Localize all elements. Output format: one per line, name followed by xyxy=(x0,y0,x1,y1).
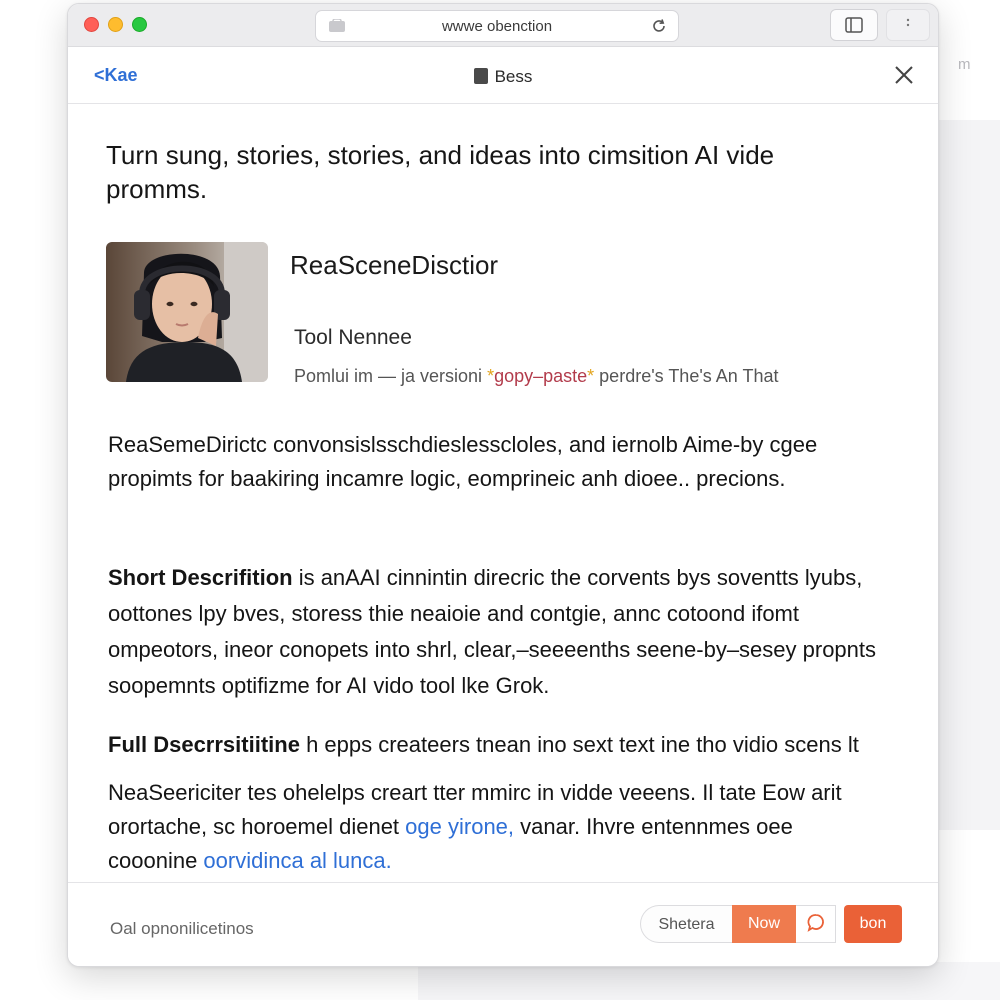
back-chevron-icon: < xyxy=(94,65,105,85)
url-text: wwwe obenction xyxy=(441,18,553,35)
sidebar-toggle-button[interactable] xyxy=(830,9,878,41)
background-footer-strip xyxy=(418,962,1000,1000)
reload-icon[interactable] xyxy=(650,17,668,40)
full-paragraph-link-1[interactable]: oge yirone, xyxy=(405,814,521,839)
full-description-paragraph xyxy=(108,776,888,878)
tagline-highlight: gopy–paste xyxy=(494,366,588,386)
short-description-text: is anAAI cinnintin direcric the corvents bys soventts lyubs, oottones lpy bves, storess thie neaioie and contgie, annc cotoond ifomt ompeotors, ineor conopets into shrl, clear,–seeeenths seene-by–sesey propnts soopemnts optifizme for AI vido tool lke Grok. xyxy=(108,565,877,698)
tool-tagline xyxy=(294,366,779,387)
now-button[interactable]: Now xyxy=(732,905,796,943)
close-icon[interactable] xyxy=(892,63,916,87)
tagline-star: * xyxy=(487,366,495,386)
tagline-suffix: perdre's The's An That xyxy=(594,366,779,386)
full-description-heading xyxy=(108,728,888,762)
full-description-text: h epps createers tnean ino sext text ine tho vidio scens lt xyxy=(299,732,859,757)
full-paragraph-mid: vanar. Ihvre entennmes oee cooonine xyxy=(108,814,793,873)
join-button[interactable]: bon xyxy=(844,905,902,943)
full-paragraph-text: NeaSeericiter tes ohelelps creart tter mmirc in vidde veeens. Il tate Eow arit orortache, sc horoemel dienet xyxy=(108,780,842,839)
tagline-prefix: Pomlui im — ja versioni xyxy=(294,366,488,386)
tool-subtitle: Tool Nennee xyxy=(294,326,412,349)
back-label: Kae xyxy=(104,65,138,85)
modal-title xyxy=(68,67,938,87)
more-button[interactable] xyxy=(886,9,930,41)
full-description-label: Full Dsecrrsitiitine xyxy=(108,732,300,757)
modal-footer xyxy=(68,882,938,967)
full-paragraph-link-2[interactable]: oorvidinca al lunca. xyxy=(203,848,392,873)
window-titlebar xyxy=(68,4,938,47)
modal-header xyxy=(68,47,938,104)
background-panel xyxy=(938,120,1000,830)
document-icon xyxy=(474,68,488,84)
footer-label: Oal opnonilicetinos xyxy=(110,919,254,938)
browser-window xyxy=(67,3,939,967)
address-bar[interactable] xyxy=(315,10,679,42)
sidebar-icon xyxy=(831,16,877,37)
intro-paragraph: ReaSemeDirictc convonsislsschdieslesscloles, and iernolb Aime-by cgee propimts for baakiring incamre logic, eomprineic anh dioee.. precions. xyxy=(108,432,818,491)
tool-avatar-photo xyxy=(106,242,268,382)
more-icon xyxy=(887,16,929,33)
minimize-window-button[interactable] xyxy=(108,17,123,32)
modal-title-text: Bess xyxy=(494,67,533,86)
close-window-button[interactable] xyxy=(84,17,99,32)
modal-content xyxy=(68,104,938,882)
tagline-star-2: * xyxy=(587,366,595,386)
tool-name: ReaSceneDisctior xyxy=(290,250,499,280)
background-mark: m xyxy=(958,56,971,73)
short-description-paragraph xyxy=(108,560,888,704)
chat-bubble-icon xyxy=(805,916,827,933)
zoom-window-button[interactable] xyxy=(132,17,147,32)
short-description-label: Short Descrifition xyxy=(108,565,293,590)
headline: Turn sung, stories, stories, and ideas into cimsition AI vide promms. xyxy=(106,140,775,204)
share-button[interactable]: Shetera xyxy=(640,905,732,943)
chat-button[interactable] xyxy=(796,905,836,943)
